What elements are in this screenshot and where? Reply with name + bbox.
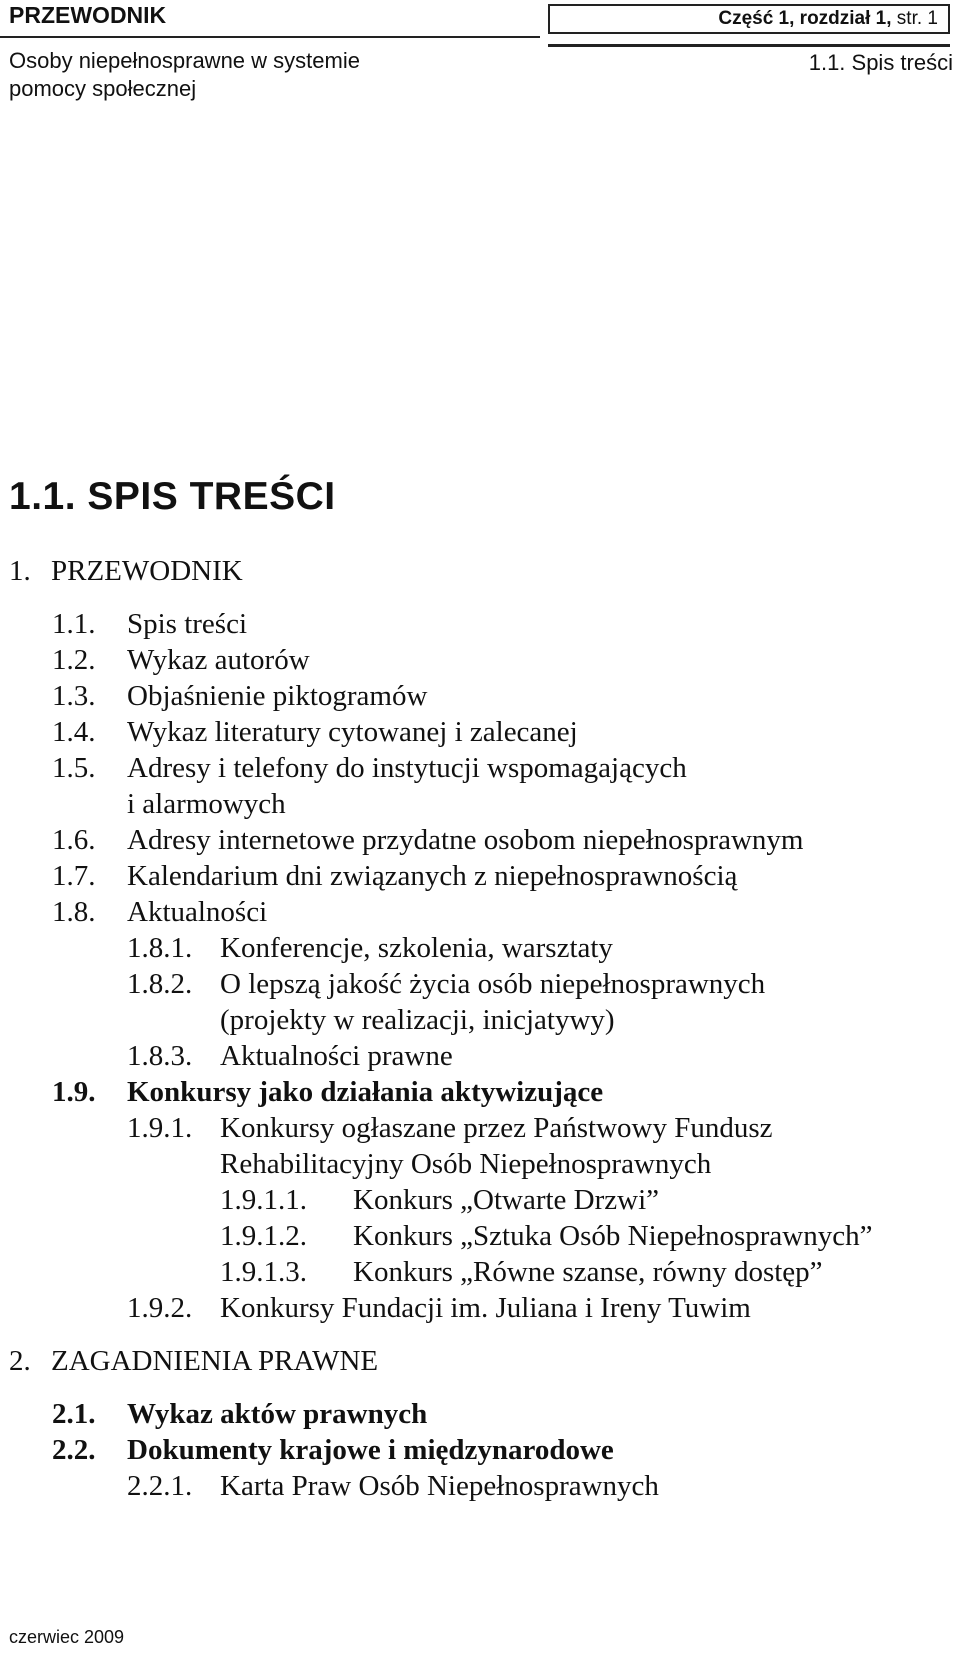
toc-text: Wykaz literatury cytowanej i zalecanej xyxy=(127,716,578,748)
toc-number: 1.7. xyxy=(52,860,96,892)
toc-number: 1.4. xyxy=(52,716,96,748)
toc-number: 2. xyxy=(9,1345,31,1377)
toc-number: 1.9.2. xyxy=(127,1292,193,1324)
page-title: 1.1. SPIS TREŚCI xyxy=(9,475,336,518)
toc-number: 1.9.1. xyxy=(127,1112,193,1144)
page-locator-box xyxy=(548,4,950,34)
toc-number: 1.5. xyxy=(52,752,96,784)
toc-text: Objaśnienie piktogramów xyxy=(127,680,428,712)
toc-number: 2.2.1. xyxy=(127,1470,193,1502)
toc-number: 1.9.1.2. xyxy=(220,1220,307,1252)
toc-number: 1.9.1.3. xyxy=(220,1256,307,1288)
toc-number: 1.9. xyxy=(52,1076,96,1108)
toc-text: Adresy internetowe przydatne osobom niepełnosprawnym xyxy=(127,824,804,856)
toc-text: Konkursy jako działania aktywizujące xyxy=(127,1076,604,1108)
toc-text: Wykaz aktów prawnych xyxy=(127,1398,428,1430)
toc-number: 1. xyxy=(9,555,31,587)
running-header-title: PRZEWODNIK xyxy=(9,2,167,28)
toc-text: Konkurs „Otwarte Drzwi” xyxy=(353,1184,660,1216)
section-subtitle xyxy=(9,47,459,103)
toc-text: ZAGADNIENIA PRAWNE xyxy=(51,1345,379,1377)
toc-number: 1.8. xyxy=(52,896,96,928)
page-locator-part: Część 1, rozdział 1, xyxy=(718,8,892,29)
toc-text-continued: i alarmowych xyxy=(127,788,286,820)
header-rule-right xyxy=(548,44,950,47)
toc-number: 1.8.1. xyxy=(127,932,193,964)
page-locator-page: str. 1 xyxy=(891,8,938,29)
toc-text: Kalendarium dni związanych z niepełnosprawnością xyxy=(127,860,738,892)
toc-number: 1.9.1.1. xyxy=(220,1184,307,1216)
toc-number: 2.2. xyxy=(52,1434,96,1466)
toc-text: Spis treści xyxy=(127,608,248,640)
toc-text: O lepszą jakość życia osób niepełnosprawnych xyxy=(220,968,766,1000)
toc-number: 1.1. xyxy=(52,608,96,640)
toc-text: Adresy i telefony do instytucji wspomagających xyxy=(127,752,687,784)
header-rule xyxy=(0,36,540,38)
toc-number: 1.6. xyxy=(52,824,96,856)
toc-text: Wykaz autorów xyxy=(127,644,310,676)
toc-text: Karta Praw Osób Niepełnosprawnych xyxy=(220,1470,659,1502)
toc-text: Konkurs „Sztuka Osób Niepełnosprawnych” xyxy=(353,1220,873,1252)
toc-text: Konkursy Fundacji im. Juliana i Ireny Tuwim xyxy=(220,1292,751,1324)
toc-text-continued: (projekty w realizacji, inicjatywy) xyxy=(220,1004,615,1036)
toc-number: 1.8.3. xyxy=(127,1040,193,1072)
toc-text: Aktualności prawne xyxy=(220,1040,453,1072)
toc-text: Konferencje, szkolenia, warsztaty xyxy=(220,932,613,964)
toc-text: Aktualności xyxy=(127,896,268,928)
toc-number: 1.8.2. xyxy=(127,968,193,1000)
toc-text: Konkursy ogłaszane przez Państwowy Fundusz xyxy=(220,1112,773,1144)
toc-text: Dokumenty krajowe i międzynarodowe xyxy=(127,1434,614,1466)
section-subtitle-line: pomocy społecznej xyxy=(9,76,197,101)
toc-text-continued: Rehabilitacyjny Osób Niepełnosprawnych xyxy=(220,1148,712,1180)
chapter-label: 1.1. Spis treści xyxy=(808,50,953,75)
toc-number: 1.2. xyxy=(52,644,96,676)
toc-text: Konkurs „Równe szanse, równy dostęp” xyxy=(353,1256,823,1288)
toc-text: PRZEWODNIK xyxy=(51,555,243,587)
toc-number: 1.3. xyxy=(52,680,96,712)
section-subtitle-line: Osoby niepełnosprawne w systemie xyxy=(9,48,360,73)
footer-date: czerwiec 2009 xyxy=(9,1627,125,1647)
toc-number: 2.1. xyxy=(52,1398,96,1430)
